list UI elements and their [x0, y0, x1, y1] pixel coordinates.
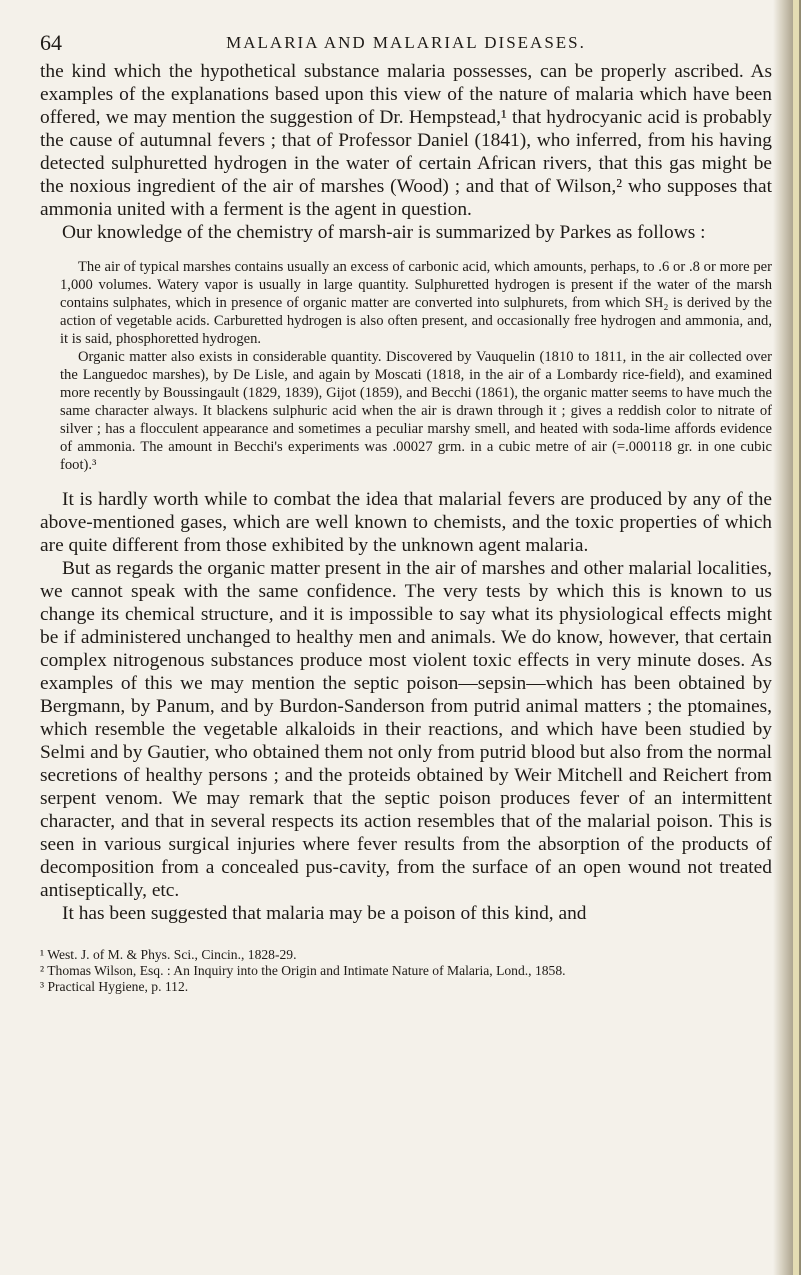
page-number: 64 — [40, 30, 62, 55]
running-head: MALARIA AND MALARIAL DISEASES. — [226, 33, 586, 52]
binding-highlight — [793, 0, 799, 1275]
footnote-3: ³ Practical Hygiene, p. 112. — [40, 979, 189, 994]
paragraph-1: the kind which the hypothetical substance malaria possesses, can be properly ascribed. As examples of the explanations based upon this view of the nature of malaria which have been offered, we may mention the suggestion of Dr. Hempstead,¹ that hydrocyanic acid is probably the cause of autumnal fevers ; that of Professor Daniel (1841), who inferred, from his having detected sulphuretted hydrogen in the water of certain African rivers, that this gas might be the noxious ingredient of the air of marshes (Wood) ; and that of Wilson,² who supposes that ammonia united with a ferment is the agent in question. — [40, 61, 772, 220]
page-header — [40, 30, 772, 60]
paragraph-2: Our knowledge of the chemistry of marsh-air is summarized by Parkes as follows : — [62, 222, 706, 243]
paragraph-4: But as regards the organic matter present in the air of marshes and other malarial localities, we cannot speak with the same confidence. The very tests by which this is known to us change its chemical structure, and it is impossible to say what its physiological effects might be if administered unchanged to healthy men and animals. We do know, however, that certain complex nitrogenous substances produce most violent toxic effects in very minute doses. As examples of this we may mention the septic poison—sepsin—which has been obtained by Bergmann, by Panum, and by Burdon-Sanderson from putrid animal matters ; the ptomaines, which resemble the vegetable alkaloids in their reactions, and which have been studied by Selmi and by Gautier, who obtained them not only from putrid blood but also from the normal secretions of healthy persons ; and the proteids obtained by Weir Mitchell and Reichert from serpent venom. We may remark that the septic poison produces fever of an intermittent character, and that in several respects its action resembles that of the malarial poison. This is seen in various surgical injuries where fever results from the absorption of the products of decomposition from a concealed pus-cavity, from the surface of an open wound not treated antiseptically, etc. — [40, 558, 772, 901]
paragraph-5: It has been suggested that malaria may be a poison of this kind, and — [62, 903, 587, 924]
paragraph-3: It is hardly worth while to combat the idea that malarial fevers are produced by any of the above-mentioned gases, which are well known to chemists, and the toxic properties of which are quite different from those exhibited by the unknown agent malaria. — [40, 489, 772, 556]
quote-paragraph-2: Organic matter also exists in considerable quantity. Discovered by Vauquelin (1810 to 1811, in the air collected over the Languedoc marshes), by De Lisle, and again by Moscati (1818, in the air of a Lombardy rice-field), and examined more recently by Boussingault (1829, 1839), Gijot (1859), and Becchi (1861), the organic matter seems to have much the same character always. It blackens sulphuric acid when the air is drawn through it ; gives a reddish color to nitrate of silver ; has a flocculent appearance and sometimes a peculiar marshy smell, and heated with soda-lime affords evidence of ammonia. The amount in Becchi's experiments was .00027 grm. in a cubic metre of air (=.000118 gr. in one cubic foot).³ — [60, 349, 772, 473]
footnotes — [40, 947, 772, 995]
quote-paragraph-1: The air of typical marshes contains usually an excess of carbonic acid, which amounts, perhaps, to .6 or .8 or more per 1,000 volumes. Watery vapor is usually in large quantity. Sulphuretted hydrogen is present if the water of the marsh contains sulphates, which in presence of organic matter are converted into sulphurets, from which SH₂ is derived by the action of vegetable acids. Carburetted hydrogen is also often present, and occasionally free hydrogen and ammonia, and, it is said, phosphoretted hydrogen. — [60, 259, 772, 347]
footnote-2: ² Thomas Wilson, Esq. : An Inquiry into the Origin and Intimate Nature of Malaria, Lond., 1858. — [40, 963, 566, 978]
footnote-1: ¹ West. J. of M. & Phys. Sci., Cincin., 1828-29. — [40, 947, 297, 962]
parkes-quotation — [60, 258, 772, 474]
book-page — [40, 30, 772, 995]
